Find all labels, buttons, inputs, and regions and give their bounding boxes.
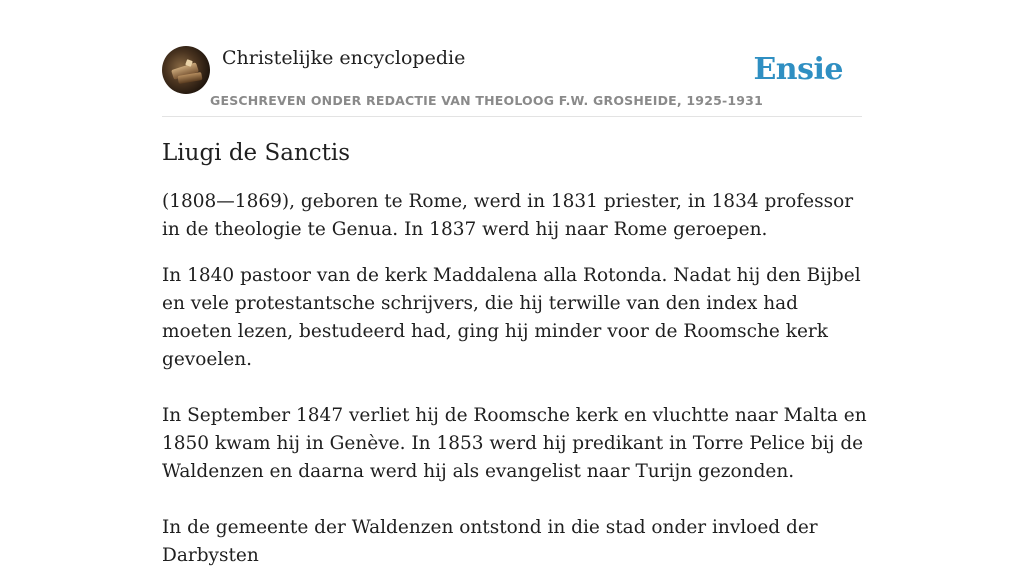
site-header <box>162 46 862 117</box>
article-paragraph: In September 1847 verliet hij de Roomsche kerk en vluchtte naar Malta en 1850 kwam hij in Genève. In 1853 werd hij predikant in Torre Pelice bij de Waldenzen en daarna werd hij als evangelist naar Turijn gezonden. <box>162 405 867 482</box>
article-content <box>162 140 872 570</box>
article-title: Liugi de Sanctis <box>162 140 351 166</box>
encyclopedia-avatar[interactable] <box>162 46 210 94</box>
article-paragraph: In 1840 pastoor van de kerk Maddalena alla Rotonda. Nadat hij den Bijbel en vele protestantsche schrijvers, die hij terwille van den index had moeten lezen, bestudeerd had, ging hij minder voor de Roomsche kerk gevoelen. <box>162 265 861 370</box>
ensie-logo[interactable]: Ensie <box>753 52 843 87</box>
article-paragraph: In de gemeente der Waldenzen ontstond in die stad onder invloed der Darbysten <box>162 517 818 566</box>
article-paragraph: (1808—1869), geboren te Rome, werd in 1831 priester, in 1834 professor in de theologie te Genua. In 1837 werd hij naar Rome geroepen. <box>162 191 854 240</box>
paragraph-spacer <box>162 374 872 402</box>
paragraph-spacer <box>162 486 872 514</box>
encyclopedia-name[interactable]: Christelijke encyclopedie <box>222 47 466 69</box>
encyclopedia-subtitle: GESCHREVEN ONDER REDACTIE VAN THEOLOOG F.W. GROSHEIDE, 1925-1931 <box>210 93 763 108</box>
